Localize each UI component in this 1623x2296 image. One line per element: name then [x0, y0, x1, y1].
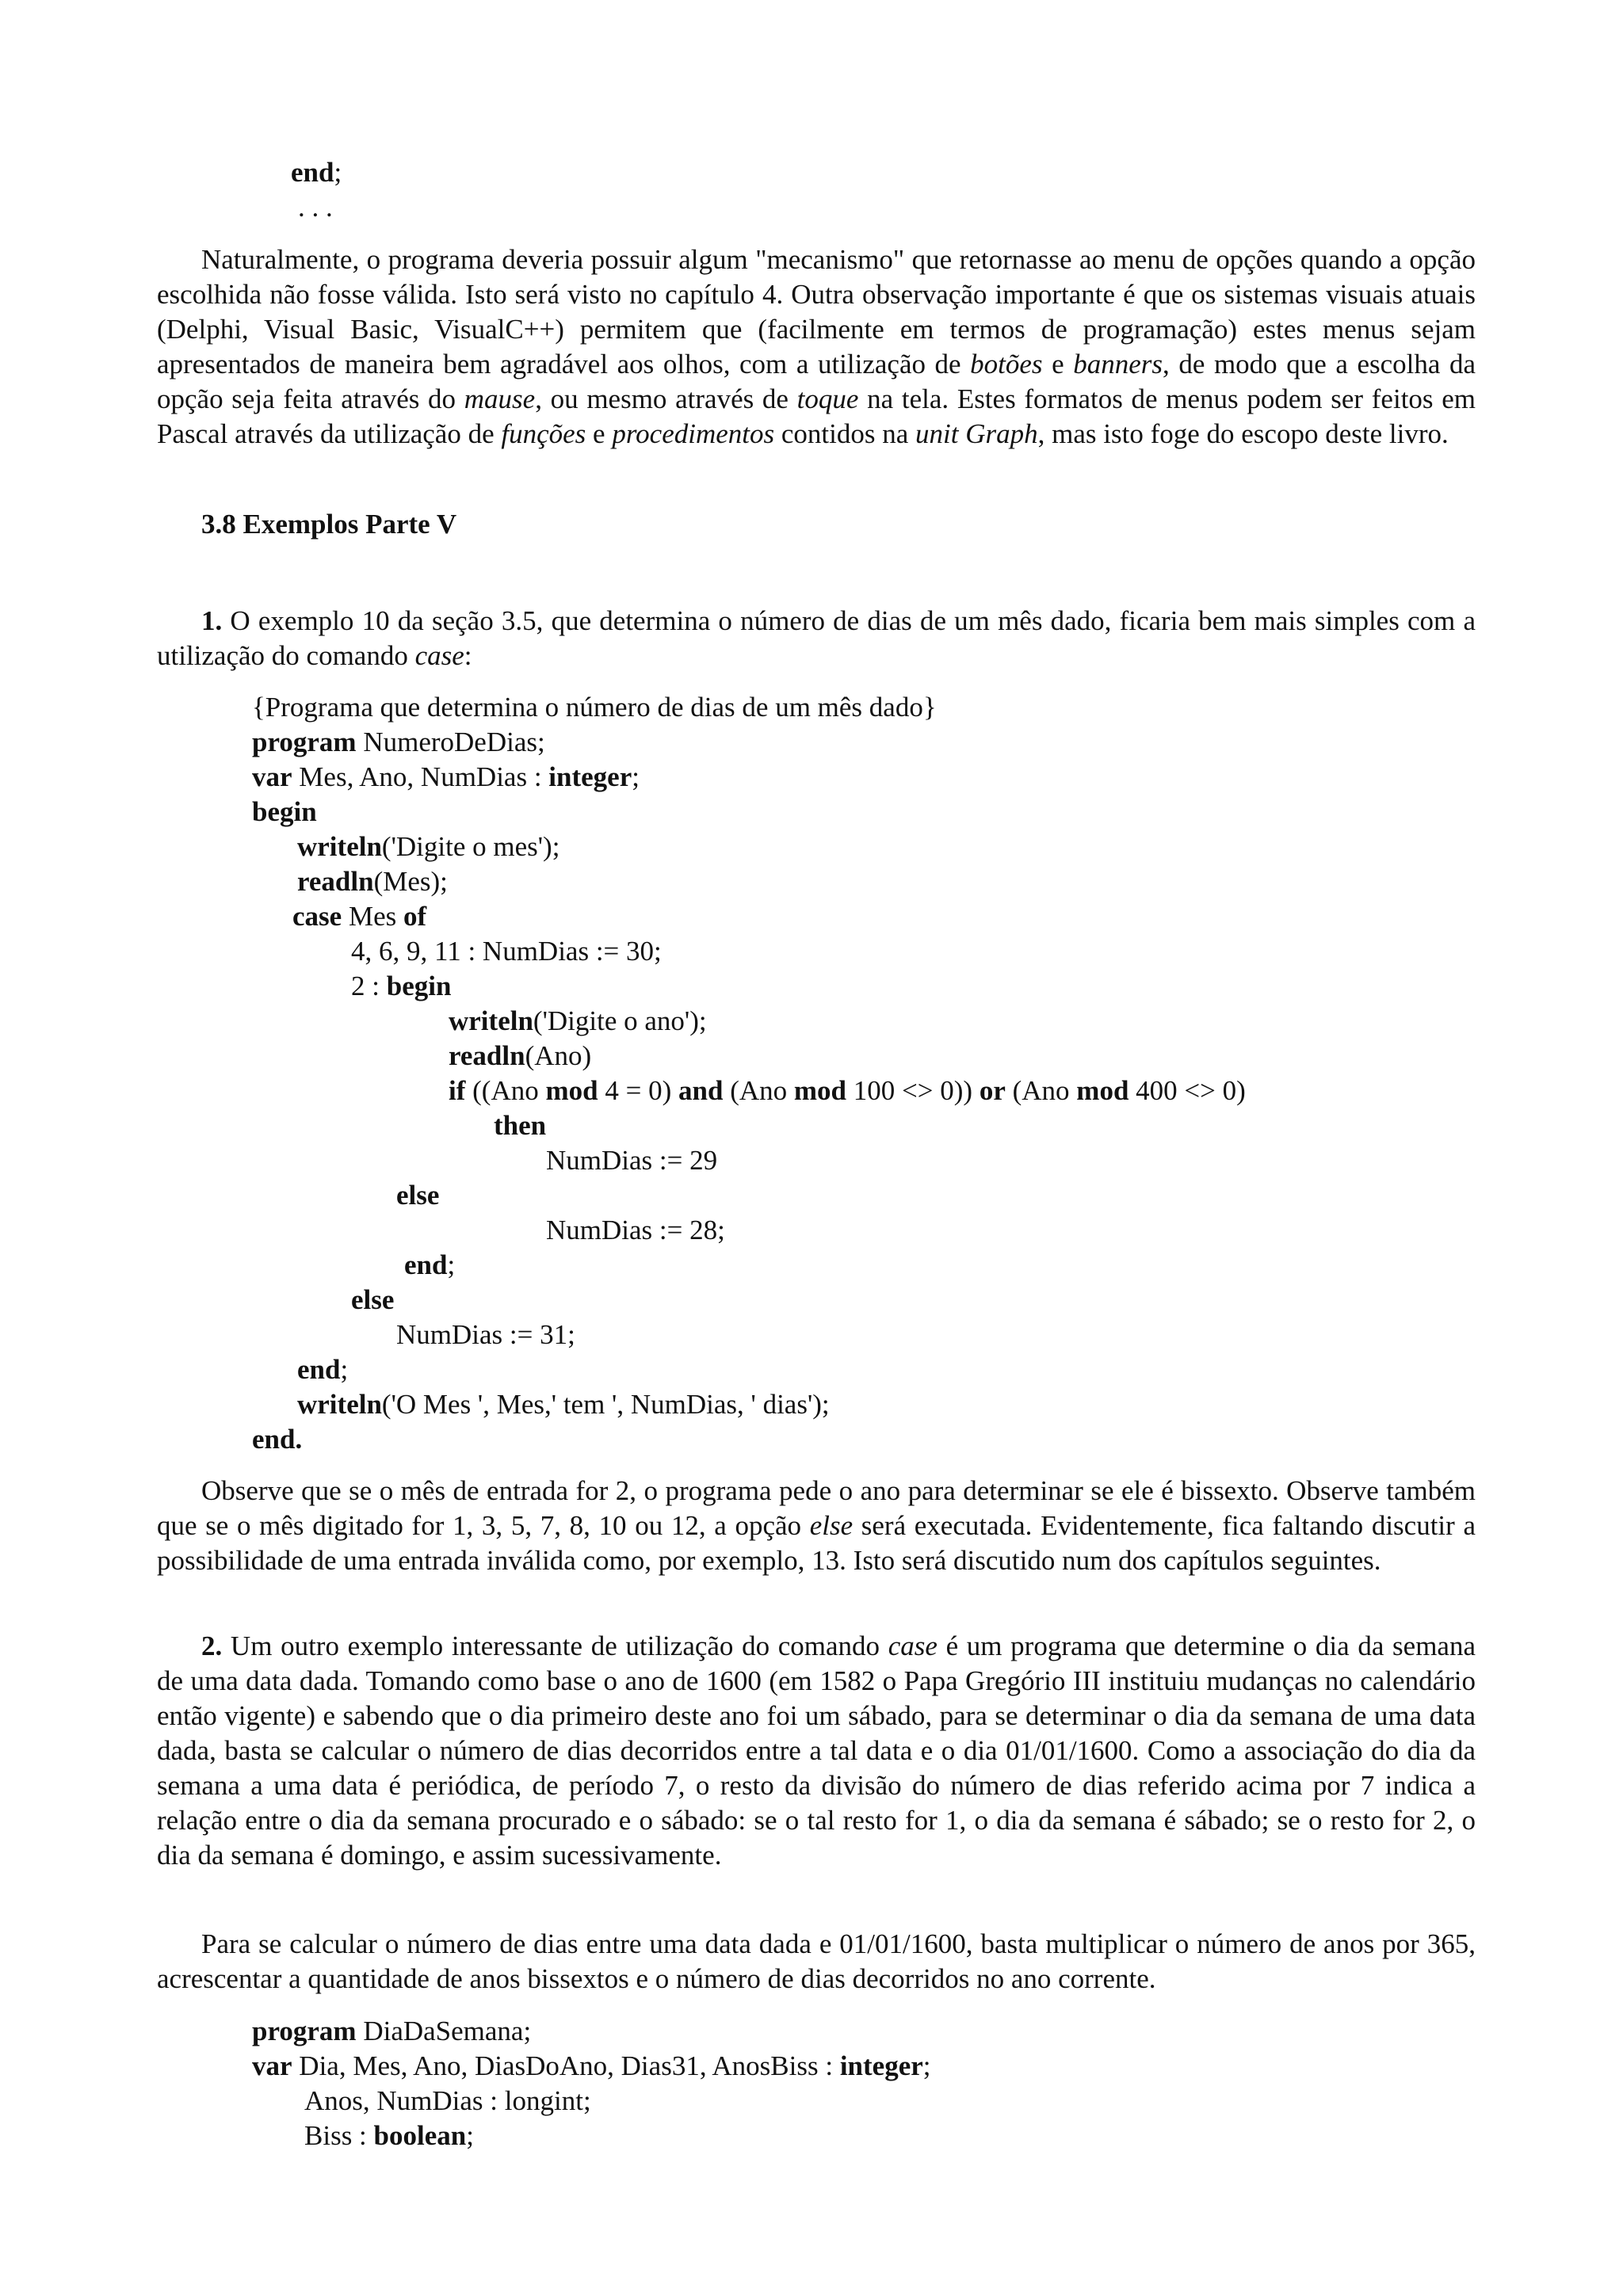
code-line-else-inner: else: [396, 1180, 440, 1211]
code-line-case-2: 2 : begin: [351, 971, 452, 1001]
paragraph-observe: Observe que se o mês de entrada for 2, o programa pede o ano para determinar se ele é bissexto. Observe também que se o mês digitado for 1, 3, 5, 7, 8, 10 ou 12, a opção else será executada. Evidentemente, fica faltando discutir a possibilidade de uma entrada inválida como, por exemplo, 13. Isto será discutido num dos capítulos seguintes.: [157, 1475, 1476, 1576]
code-line-assign-28: NumDias := 28;: [546, 1215, 725, 1245]
code-line-assign-29: NumDias := 29: [546, 1145, 718, 1176]
code-line-case-30: 4, 6, 9, 11 : NumDias := 30;: [351, 936, 662, 967]
code-line-program: program NumeroDeDias;: [252, 727, 545, 757]
code-line-writeln-mes: writeln('Digite o mes');: [297, 831, 560, 862]
paragraph-calculo: Para se calcular o número de dias entre uma data dada e 01/01/1600, basta multiplicar o número de anos por 365, acrescentar a quantidade de anos bissextos e o número de dias decorridos no ano corrente.: [157, 1928, 1476, 1994]
code-line-var: var Mes, Ano, NumDias : integer;: [252, 761, 640, 792]
code-line-if: if ((Ano mod 4 = 0) and (Ano mod 100 <> 0)) or (Ano mod 400 <> 0): [449, 1075, 1246, 1106]
code-line-ellipsis: . . .: [298, 192, 333, 223]
code-line-writeln-final: writeln('O Mes ', Mes,' tem ', NumDias, ' dias');: [297, 1389, 830, 1420]
code-line-program-2: program DiaDaSemana;: [252, 2016, 532, 2046]
code-line-writeln-ano: writeln('Digite o ano');: [449, 1005, 707, 1036]
code-line-assign-31: NumDias := 31;: [396, 1319, 575, 1350]
code-line-begin: begin: [252, 796, 317, 827]
paragraph-example-1: 1. O exemplo 10 da seção 3.5, que determina o número de dias de um mês dado, ficaria bem mais simples com a utilização do comando case:: [157, 605, 1476, 671]
code-line-end-dot: end.: [252, 1424, 303, 1455]
code-line-case: case Mes of: [292, 901, 427, 932]
section-heading: 3.8 Exemplos Parte V: [201, 509, 457, 540]
code-line-readln-mes: readln(Mes);: [297, 866, 448, 897]
code-line-var-2: var Dia, Mes, Ano, DiasDoAno, Dias31, AnosBiss : integer;: [252, 2050, 931, 2081]
code-line-end-inner: end;: [404, 1249, 456, 1280]
code-comment: {Programa que determina o número de dias de um mês dado}: [252, 692, 937, 723]
code-line-end: end;: [291, 157, 342, 188]
code-line-else-case: else: [351, 1284, 395, 1315]
code-line-then: then: [494, 1110, 547, 1141]
paragraph-example-2: 2. Um outro exemplo interessante de utilização do comando case é um programa que determine o dia da semana de uma data dada. Tomando como base o ano de 1600 (em 1582 o Papa Gregório III instituiu mudanças no calendário então vigente) e sabendo que o dia primeiro deste ano foi um sábado, para se determinar o dia da semana de uma data dada, basta se calcular o número de dias decorridos entre a tal data e o dia 01/01/1600. Como a associação do dia da semana a uma data é periódica, de período 7, o resto da divisão do número de dias referido acima por 7 indica a relação entre o dia da semana procurado e o sábado: se o tal resto for 1, o dia da semana é sábado; se o resto for 2, o dia da semana é domingo, e assim sucessivamente.: [157, 1630, 1476, 1871]
code-line-end-case: end;: [297, 1354, 349, 1385]
code-line-longint: Anos, NumDias : longint;: [304, 2085, 591, 2116]
code-line-readln-ano: readln(Ano): [449, 1040, 592, 1071]
code-line-boolean: Biss : boolean;: [304, 2120, 474, 2151]
paragraph-menus: Naturalmente, o programa deveria possuir algum "mecanismo" que retornasse ao menu de opções quando a opção escolhida não fosse válida. Isto será visto no capítulo 4. Outra observação importante é que os sistemas visuais atuais (Delphi, Visual Basic, VisualC++) permitem que (facilmente em termos de programação) estes menus sejam apresentados de maneira bem agradável aos olhos, com a utilização de botões e banners, de modo que a escolha da opção seja feita através do mause, ou mesmo através de toque na tela. Estes formatos de menus podem ser feitos em Pascal através da utilização de funções e procedimentos contidos na unit Graph, mas isto foge do escopo deste livro.: [157, 244, 1476, 449]
